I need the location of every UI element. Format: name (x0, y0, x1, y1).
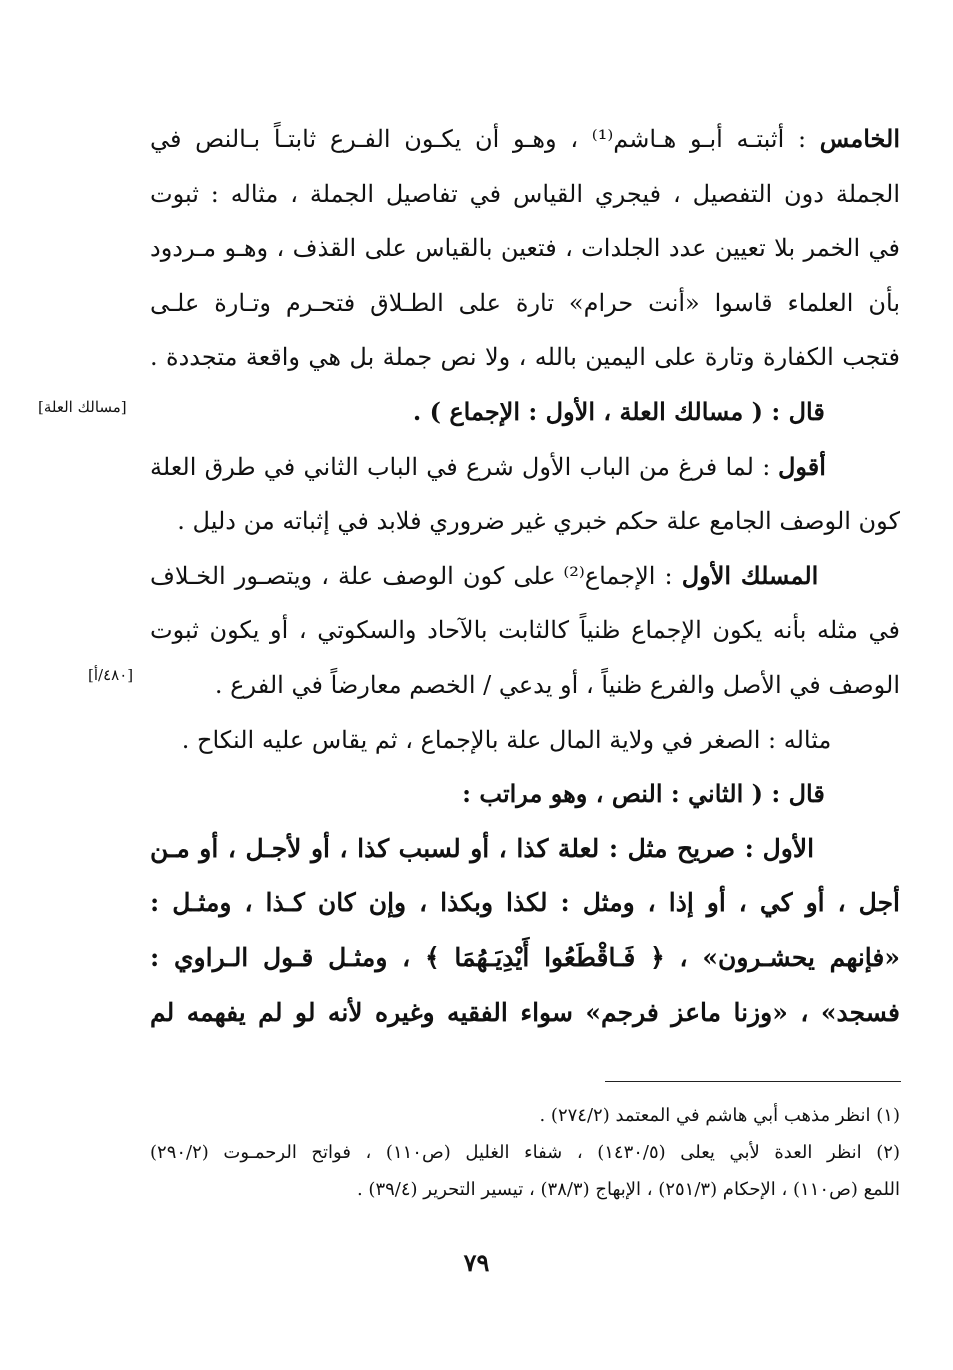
line-body: : أثبتـه أبـو هـاشم⁽¹⁾ ، وهـو أن يكـون الفـرع ثابتـاً بـالنص في (150, 125, 820, 153)
line-lead: الأول (762, 833, 815, 863)
text-line (150, 385, 900, 440)
line-lead: قال (788, 779, 825, 809)
line-body: في مثله بأنه يكون الإجماع ظنياً كالثابت بالآحاد والسكوتي ، أو يكون ثبوت (150, 616, 900, 645)
text-line (150, 440, 900, 495)
line-body: : الإجماع⁽²⁾ على كون الوصف علة ، ويتصـور الخـلاف (150, 561, 682, 590)
line-lead: قال (788, 396, 825, 426)
line-body: : ( الثاني : النص ، وهو مراتب : (462, 779, 789, 809)
margin-folio-note: [٤٨٠/أ] (88, 666, 134, 684)
line-body: مثاله : الصغر في ولاية المال علة بالإجماع ، ثم يقاس عليه النكاح . (181, 725, 832, 754)
footnote-divider (605, 1081, 901, 1082)
text-line (150, 658, 900, 713)
line-body: الجملة دون التفصيل ، فيجري القياس في تفاصيل الجملة ، مثاله : ثبوت (150, 179, 900, 208)
footnote: (٢) انظر العدة لأبي يعلى (١٤٣٠/٥) ، شفاء الغليل (ص١١٠) ، فواتح الرحمـوت (٢٩٠/٢) (150, 1142, 900, 1163)
line-body: فتجب الكفارة وتارة على اليمين بالله ، ولا نص جملة بل هي واقعة متجددة . (150, 343, 900, 372)
text-line (150, 822, 900, 877)
line-body: : ( مسالك العلة ، الأول : الإجماع ) . (412, 396, 789, 426)
footnote: اللمع (ص١١٠) ، الإحكام (٢٥١/٣) ، الإبهاج (٣٨/٣) ، تيسير التحرير (٣٩/٤) . (356, 1179, 900, 1200)
page-number: ٧٩ (463, 1248, 490, 1277)
line-body: «فإنهم يحشـرون» ، ﴿ فَـاقْطَعُوا أَيْدِيَـهُمَا ﴾ ، ومثـل قـول الـراوي : (150, 942, 900, 972)
text-line (150, 494, 900, 549)
line-body: : لما فرغ من الباب الأول شرع في الباب الثاني في طرق العلة (150, 452, 771, 481)
line-body: كون الوصف الجامع علة حكم خبري غير ضروري فلابد في إثباته من دليل . (177, 507, 900, 536)
line-body: بأن العلماء قاسوا «أنت حرام» تارة على الطـلاق فتحـرم وتـارة علـى (150, 288, 900, 317)
text-line (150, 931, 900, 986)
text-line (150, 767, 900, 822)
text-line (150, 330, 900, 385)
text-line (150, 713, 900, 768)
text-line (150, 876, 900, 931)
text-line (150, 167, 900, 222)
line-body: فسجد» ، «وزنا ماعز فرجم» سواء الفقيه وغيره لأنه لو لم يفهمه لم (150, 997, 900, 1027)
line-body: الوصف في الأصل والفرع ظنياً ، أو يدعي / الخصم معارضاً في الفرع . (214, 670, 900, 699)
line-body: : صريح مثل : لعلة كذا ، أو لسبب كذا ، أو لأجـل ، أو مـن (150, 833, 763, 863)
text-line (150, 221, 900, 276)
footnotes (150, 1097, 900, 1208)
text-line (150, 112, 900, 167)
line-body: في الخمر بلا تعيين عدد الجلدات ، فتعين بالقياس على القذف ، وهـو مـردود (150, 234, 900, 263)
text-line (150, 603, 900, 658)
line-lead: المسلك الأول (681, 560, 819, 590)
footnote: (١) انظر مذهب أبي هاشم في المعتمد (٢٧٤/٢) . (539, 1105, 900, 1126)
text-line (150, 276, 900, 331)
line-lead: الخامس (819, 124, 900, 153)
text-line (150, 986, 900, 1041)
main-text (150, 112, 900, 1040)
line-lead: أقول (777, 451, 826, 481)
line-body: أجل ، أو كي ، أو إذا ، ومثل : لكذا وبكذا ، وإن كان كـذا ، ومثـل : (150, 888, 900, 918)
text-line (150, 549, 900, 604)
margin-note: [مسالك العلة] (38, 398, 127, 416)
